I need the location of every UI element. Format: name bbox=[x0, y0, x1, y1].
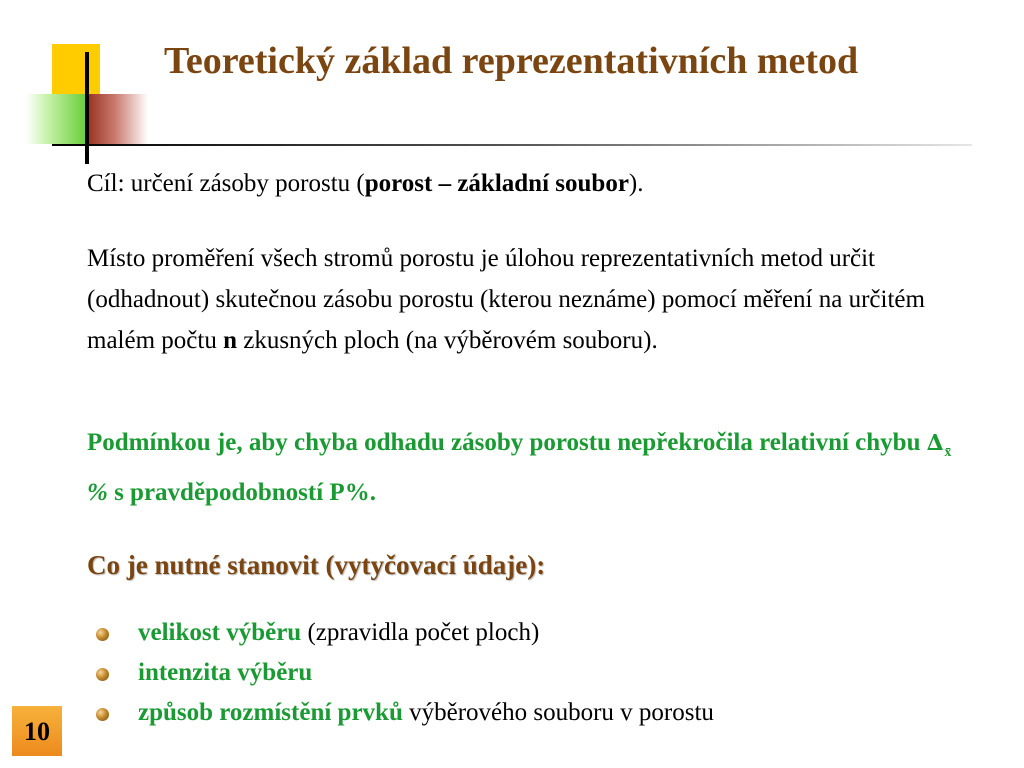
paragraph-before: Místo proměření všech stromů porostu je úlohou reprezentativních metod určit (odhadnout) skutečnou zásobu porostu (kterou neznáme) pomocí měření na určitém malém počtu bbox=[87, 245, 925, 354]
list-item bbox=[94, 613, 994, 653]
description-paragraph bbox=[87, 238, 977, 361]
condition-text bbox=[87, 423, 977, 513]
decor-red-gradient bbox=[88, 94, 148, 144]
list-item bbox=[94, 653, 994, 693]
bullet-highlight: způsob rozmístění prvků bbox=[138, 699, 403, 726]
condition-before: Podmínkou je, aby chyba odhadu zásoby porostu nepřekročila relativní chybu bbox=[87, 429, 927, 456]
list-item bbox=[94, 693, 994, 733]
bullet-rest: výběrového souboru v porostu bbox=[402, 699, 714, 726]
bullet-ball-icon bbox=[96, 628, 109, 641]
bullet-highlight: intenzita výběru bbox=[138, 659, 313, 686]
decor-green-gradient bbox=[26, 94, 88, 144]
delta-subscript: x̄ bbox=[944, 445, 952, 460]
bullet-rest: (zpravidla počet ploch) bbox=[301, 619, 540, 646]
condition-after: s pravděpodobností P%. bbox=[114, 479, 376, 506]
bullet-ball-icon bbox=[96, 708, 109, 721]
page-number: 10 bbox=[24, 717, 50, 746]
bullet-ball-icon bbox=[96, 668, 109, 681]
goal-bold: porost – základní soubor bbox=[364, 170, 629, 197]
bullet-list bbox=[94, 613, 994, 733]
decor-horizontal-line bbox=[52, 144, 972, 146]
goal-prefix: Cíl: určení zásoby porostu ( bbox=[87, 170, 365, 197]
delta-symbol: ∆ bbox=[926, 430, 944, 456]
paragraph-bold-n: n bbox=[223, 327, 237, 354]
bullet-highlight: velikost výběru bbox=[138, 619, 302, 646]
paragraph-after: zkusných ploch (na výběrovém souboru). bbox=[236, 327, 658, 354]
section-subtitle: Co je nutné stanovit (vytyčovací údaje): bbox=[87, 550, 546, 580]
percent-sign: % bbox=[87, 479, 115, 506]
decor-yellow-square bbox=[52, 44, 100, 94]
goal-suffix: ). bbox=[628, 170, 644, 197]
goal-text bbox=[87, 163, 977, 204]
slide-title: Teoretický základ reprezentativních metod bbox=[164, 40, 859, 82]
decor-vertical-line bbox=[85, 52, 89, 164]
